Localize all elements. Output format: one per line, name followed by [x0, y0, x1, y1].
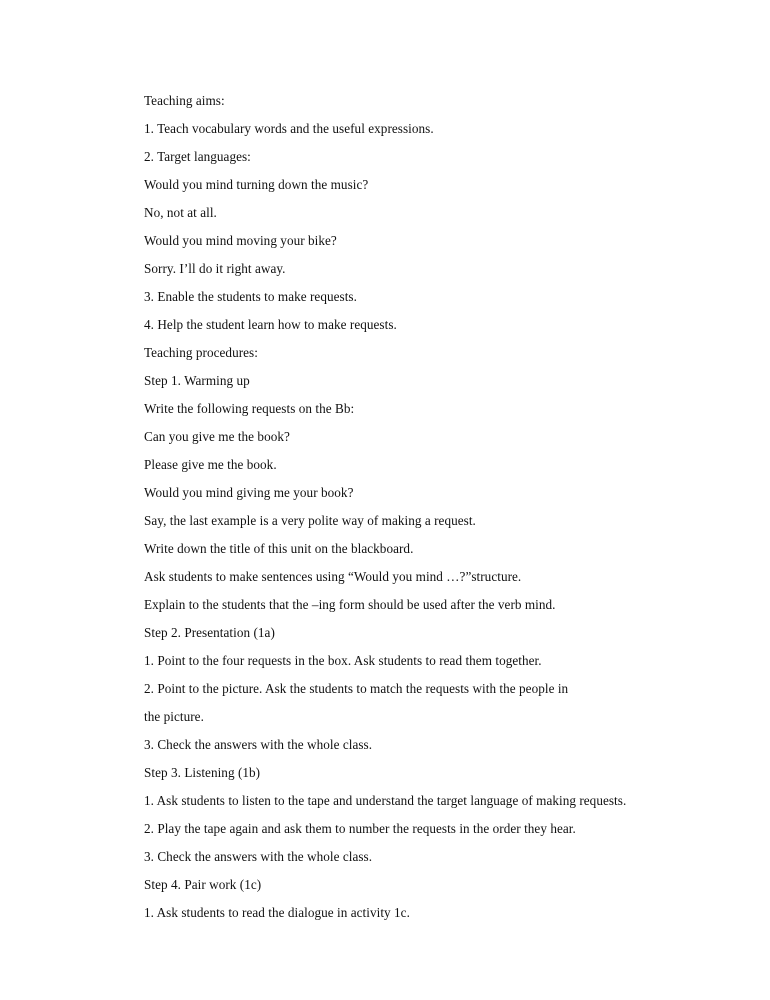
example-sentence: Sorry. I’ll do it right away.: [144, 261, 286, 276]
aim-item-3: 3. Enable the students to make requests.: [144, 289, 357, 304]
procedure-text: Write the following requests on the Bb:: [144, 401, 355, 416]
aim-item-2: 2. Target languages:: [144, 149, 251, 164]
step-heading-2: Step 2. Presentation (1a): [144, 625, 275, 640]
procedure-item: 1. Ask students to read the dialogue in activity 1c.: [144, 905, 410, 920]
procedure-item-continuation: the picture.: [144, 709, 204, 724]
example-sentence: Would you mind moving your bike?: [144, 233, 337, 248]
procedure-item: 3. Check the answers with the whole class.: [144, 849, 373, 864]
procedure-item: 2. Point to the picture. Ask the students to match the requests with the people in: [144, 681, 569, 696]
procedure-item: 1. Ask students to listen to the tape and understand the target language of making requests.: [144, 793, 627, 808]
example-sentence: Would you mind turning down the music?: [144, 177, 369, 192]
example-sentence: Can you give me the book?: [144, 429, 290, 444]
section-heading-teaching-procedures: Teaching procedures:: [144, 345, 258, 360]
procedure-item: 2. Play the tape again and ask them to number the requests in the order they hear.: [144, 821, 576, 836]
step-heading-4: Step 4. Pair work (1c): [144, 877, 262, 892]
procedure-text: Explain to the students that the –ing form should be used after the verb mind.: [144, 597, 556, 612]
step-heading-1: Step 1. Warming up: [144, 373, 250, 388]
procedure-text: Say, the last example is a very polite way of making a request.: [144, 513, 476, 528]
example-sentence: No, not at all.: [144, 205, 217, 220]
procedure-text: Ask students to make sentences using “Would you mind …?”structure.: [144, 569, 522, 584]
procedure-text: Write down the title of this unit on the blackboard.: [144, 541, 414, 556]
procedure-item: 1. Point to the four requests in the box. Ask students to read them together.: [144, 653, 542, 668]
example-sentence: Please give me the book.: [144, 457, 277, 472]
aim-item-1: 1. Teach vocabulary words and the useful expressions.: [144, 121, 434, 136]
procedure-item: 3. Check the answers with the whole class.: [144, 737, 373, 752]
example-sentence: Would you mind giving me your book?: [144, 485, 354, 500]
aim-item-4: 4. Help the student learn how to make requests.: [144, 317, 397, 332]
document-body: [144, 91, 704, 931]
step-heading-3: Step 3. Listening (1b): [144, 765, 261, 780]
section-heading-teaching-aims: Teaching aims:: [144, 93, 225, 108]
